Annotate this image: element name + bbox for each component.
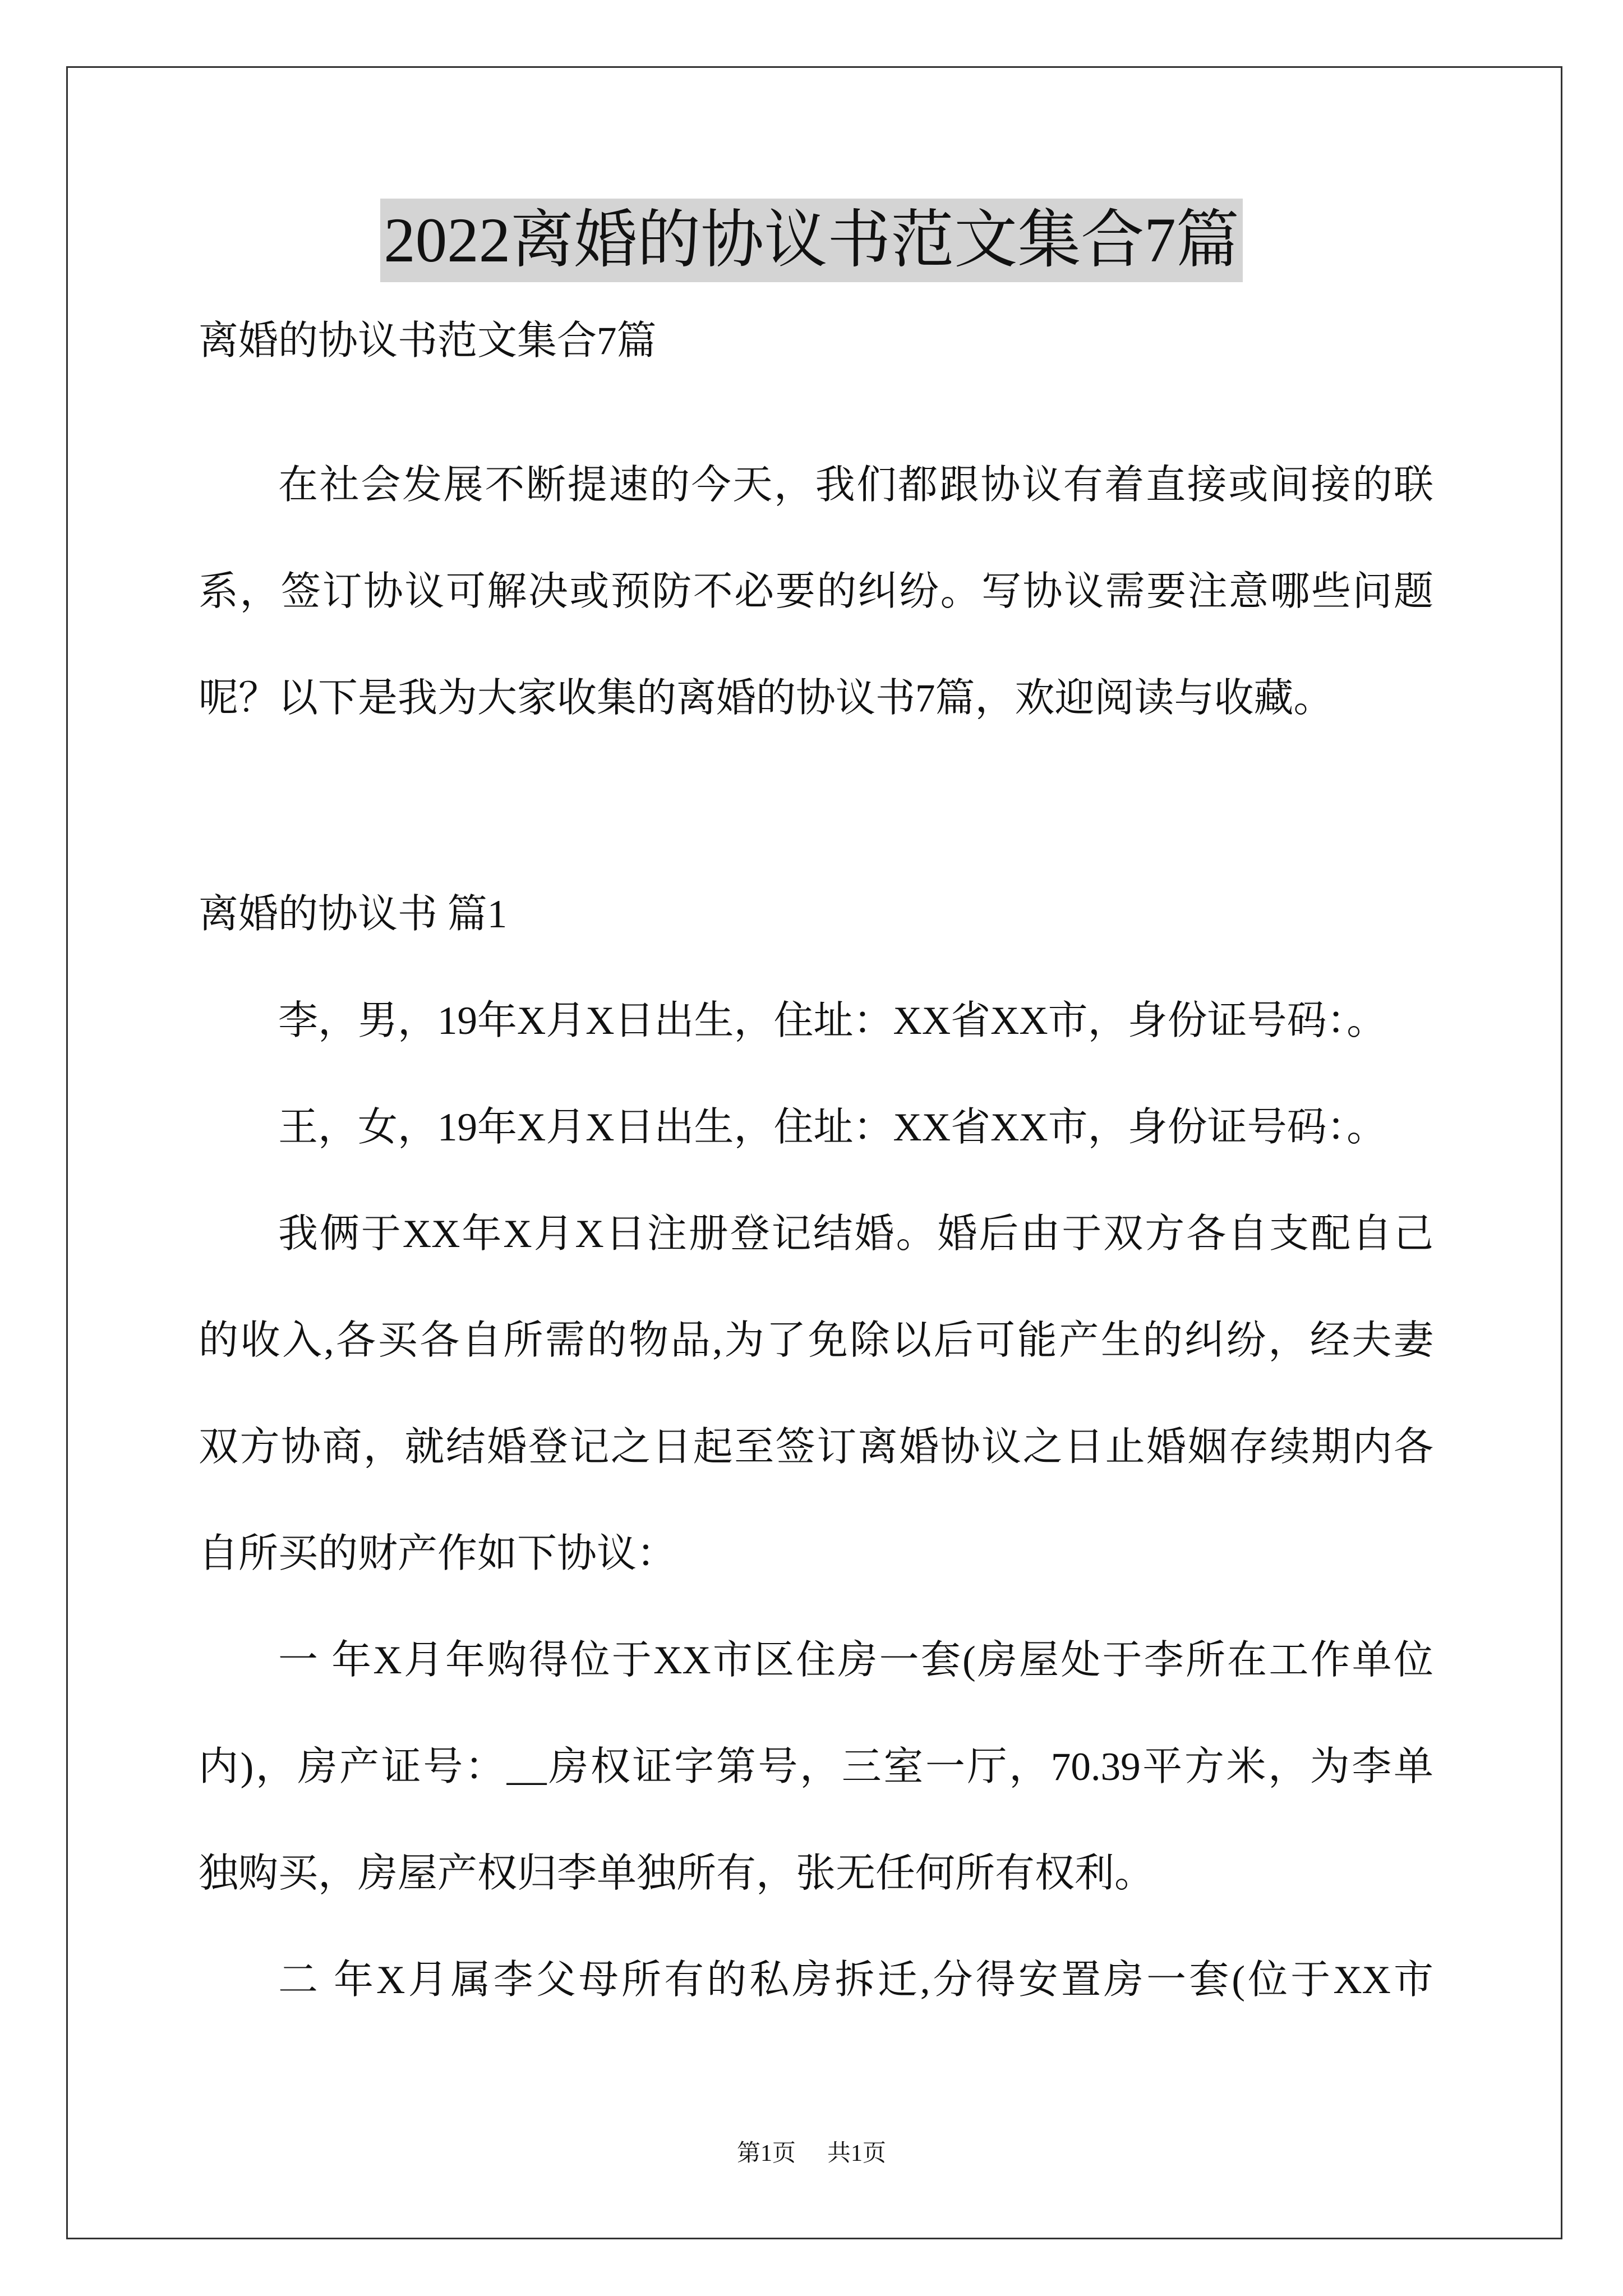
document-title-text: 2022离婚的协议书范文集合7篇 (380, 199, 1243, 282)
intro-paragraph (199, 432, 1433, 752)
section-heading: 离婚的协议书 篇1 (199, 892, 508, 936)
page-total: 共1页 (827, 2141, 887, 2166)
paragraph-line: 我俩于XX年X月X日注册登记结婚。婚后由于双方各自支配自己 (278, 1212, 1433, 1256)
clause-one-paragraph (199, 1607, 1433, 1927)
page-number: 第1页 (736, 2141, 796, 2166)
paragraph-line: 内)，房产证号：__房权证字第号，三室一厅，70.39平方米，为李单 (199, 1745, 1433, 1789)
intro-line: 在社会发展不断提速的今天，我们都跟协议有着直接或间接的联 (278, 463, 1433, 507)
party-female-paragraph (199, 1074, 1433, 1181)
intro-line: 呢？以下是我为大家收集的离婚的协议书7篇，欢迎阅读与收藏。 (199, 677, 1334, 720)
document-title (0, 199, 1623, 282)
paragraph-line: 一 年X月年购得位于XX市区住房一套(房屋处于李所在工作单位 (278, 1639, 1433, 1682)
document-body (199, 288, 1433, 2033)
document-subtitle: 离婚的协议书范文集合7篇 (199, 319, 657, 363)
page-footer (0, 2137, 1623, 2170)
paragraph-line: 独购买，房屋产权归李单独所有，张无任何所有权利。 (199, 1852, 1155, 1895)
paragraph-line: 王，女，19年X月X日出生，住址：XX省XX市，身份证号码：。 (278, 1106, 1387, 1149)
clause-two-paragraph (199, 1927, 1433, 2033)
paragraph-line: 双方协商，就结婚登记之日起至签订离婚协议之日止婚姻存续期内各 (199, 1425, 1433, 1469)
paragraph-line: 李，男，19年X月X日出生，住址：XX省XX市，身份证号码：。 (278, 999, 1387, 1043)
marriage-paragraph (199, 1181, 1433, 1607)
paragraph-line: 二 年X月属李父母所有的私房拆迁,分得安置房一套(位于XX市 (278, 1958, 1433, 2002)
paragraph-line: 的收入,各买各自所需的物品,为了免除以后可能产生的纠纷，经夫妻 (199, 1319, 1433, 1363)
paragraph-line: 自所买的财产作如下协议： (199, 1532, 677, 1576)
intro-line: 系，签订协议可解决或预防不必要的纠纷。写协议需要注意哪些问题 (199, 570, 1433, 614)
party-male-paragraph (199, 968, 1433, 1074)
